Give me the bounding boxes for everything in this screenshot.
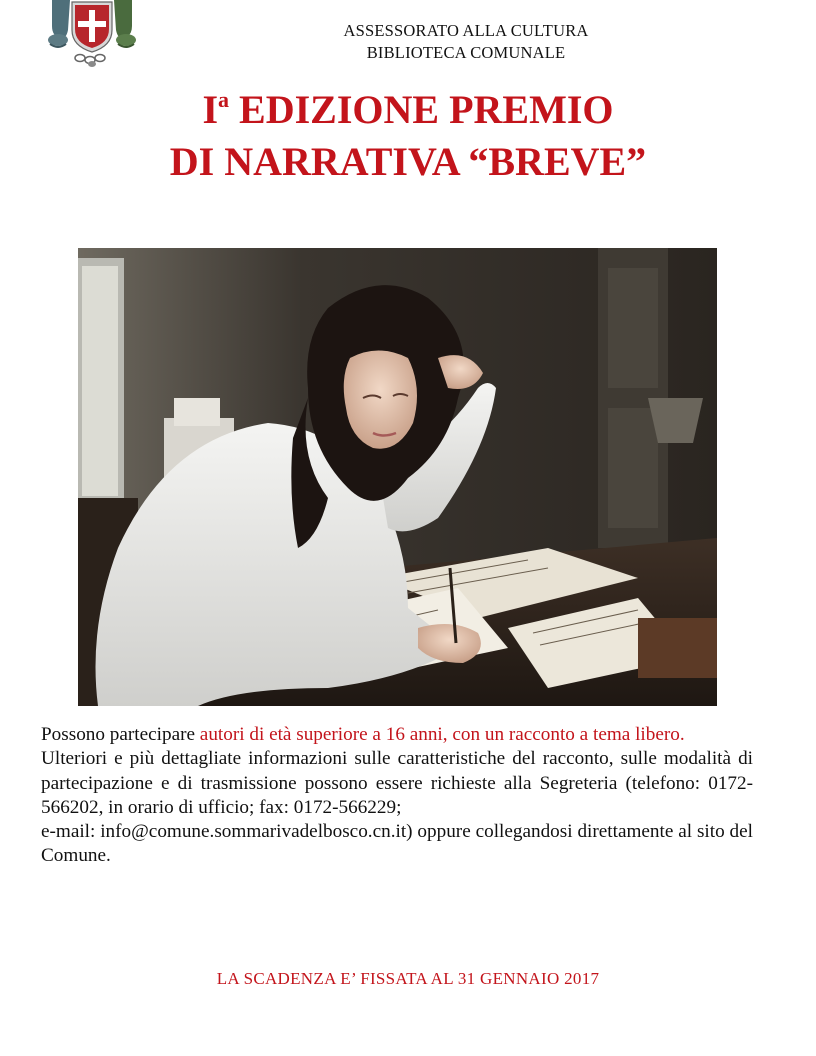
header-assessorato: ASSESSORATO ALLA CULTURA xyxy=(343,21,589,40)
title-line-1: $I^a$ EDIZIONE PREMIO xyxy=(202,87,614,132)
description-text xyxy=(41,723,753,869)
page-title xyxy=(40,84,776,188)
contact-paragraph: e-mail: info@comune.sommarivadelbosco.cn.it) oppure collegandosi direttamente al sito del Comune. xyxy=(41,821,753,867)
eligibility-highlight: autori di età superiore a 16 anni, con un racconto a tema libero xyxy=(199,724,680,745)
deadline-notice: LA SCADENZA E’ FISSATA AL 31 GENNAIO 2017 xyxy=(216,969,600,988)
eligibility-paragraph: Possono partecipare autori di età superiore a 16 anni, con un racconto a tema libero. xyxy=(41,724,685,745)
coat-of-arms-logo xyxy=(44,0,140,68)
title-line-2: DI NARRATIVA “BREVE” xyxy=(169,139,647,184)
header-biblioteca: BIBLIOTECA COMUNALE xyxy=(366,43,566,62)
info-paragraph: Ulteriori e più dettagliate informazioni sulle caratteristiche del racconto, sulle modalità di partecipazione e di trasmissione possono essere richieste alla Segreteria (telefono: 0172-566202, in orario di ufficio; fax: 0172-566229; xyxy=(41,748,753,818)
issuer-header xyxy=(280,20,652,64)
woman-writing-photo xyxy=(78,248,717,706)
